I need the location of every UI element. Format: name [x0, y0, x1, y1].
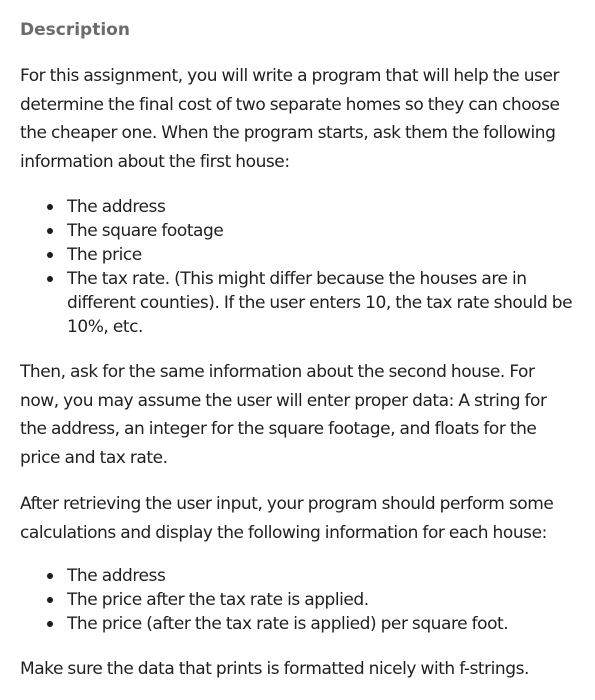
list-item: The price	[67, 243, 575, 267]
list-item: The price (after the tax rate is applied) per square foot.	[67, 612, 575, 636]
list-item: The address	[67, 564, 575, 588]
list-item: The price after the tax rate is applied.	[67, 588, 575, 612]
formatting-paragraph: Make sure the data that prints is formatted nicely with f-strings.	[20, 659, 529, 679]
list-item: The square footage	[67, 219, 575, 243]
input-info-list	[20, 195, 575, 339]
section-heading: Description	[20, 20, 130, 40]
output-info-list	[20, 564, 575, 636]
second-house-paragraph: Then, ask for the same information about the second house. For now, you may assume the user will enter proper data: A string for the address, an integer for the square footage, and floats for the price and tax rate.	[20, 362, 547, 468]
list-item: The tax rate. (This might differ because the houses are in different counties). If the user enters 10, the tax rate should be 10%, etc.	[67, 267, 575, 339]
intro-paragraph: For this assignment, you will write a program that will help the user determine the final cost of two separate homes so they can choose the cheaper one. When the program starts, ask them the following information about the first house:	[20, 66, 560, 172]
list-item: The address	[67, 195, 575, 219]
calculations-paragraph: After retrieving the user input, your program should perform some calculations and display the following information for each house:	[20, 494, 554, 543]
